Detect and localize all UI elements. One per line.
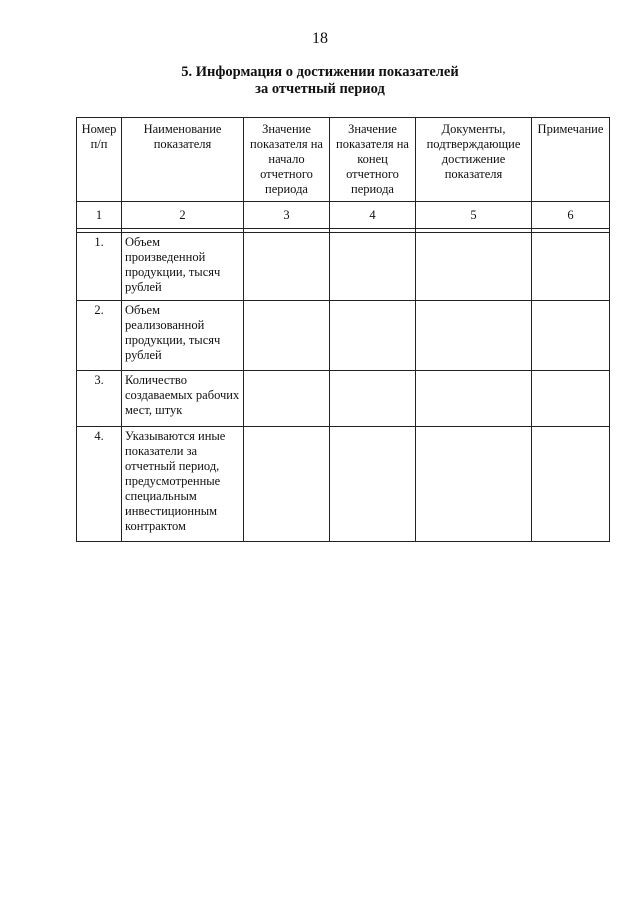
column-number: 6 <box>532 202 610 229</box>
section-title-line-2: за отчетный период <box>255 81 385 97</box>
note-cell <box>532 233 610 301</box>
indicator-name: Объем реализованной продукции, тысяч рублей <box>122 301 244 371</box>
column-number: 5 <box>416 202 532 229</box>
indicator-name: Количество создаваемых рабочих мест, штук <box>122 371 244 427</box>
header-note: Примечание <box>532 118 610 202</box>
note-cell <box>532 427 610 542</box>
column-number: 2 <box>122 202 244 229</box>
row-number: 2. <box>77 301 122 371</box>
note-cell <box>532 301 610 371</box>
table-row <box>77 371 610 427</box>
value-end-cell <box>330 233 416 301</box>
header-value-start: Значение показателя на начало отчетного периода <box>244 118 330 202</box>
value-start-cell <box>244 233 330 301</box>
indicator-name: Объем произведенной продукции, тысяч рублей <box>122 233 244 301</box>
table-row <box>77 427 610 542</box>
row-number: 1. <box>77 233 122 301</box>
documents-cell <box>416 301 532 371</box>
header-documents: Документы, подтверждающие достижение показателя <box>416 118 532 202</box>
column-number: 1 <box>77 202 122 229</box>
value-end-cell <box>330 371 416 427</box>
page-number: 18 <box>312 30 328 47</box>
value-end-cell <box>330 301 416 371</box>
column-number: 4 <box>330 202 416 229</box>
indicators-table <box>76 117 610 542</box>
value-start-cell <box>244 371 330 427</box>
row-number: 3. <box>77 371 122 427</box>
row-number: 4. <box>77 427 122 542</box>
table-row <box>77 233 610 301</box>
value-start-cell <box>244 427 330 542</box>
column-number-row <box>77 202 610 229</box>
value-start-cell <box>244 301 330 371</box>
header-indicator-name: Наименование показателя <box>122 118 244 202</box>
documents-cell <box>416 233 532 301</box>
header-number: Номер п/п <box>77 118 122 202</box>
note-cell <box>532 371 610 427</box>
column-number: 3 <box>244 202 330 229</box>
documents-cell <box>416 371 532 427</box>
header-value-end: Значение показателя на конец отчетного периода <box>330 118 416 202</box>
indicator-name: Указываются иные показатели за отчетный период, предусмотренные специальным инвестиционным контрактом <box>122 427 244 542</box>
documents-cell <box>416 427 532 542</box>
table-row <box>77 301 610 371</box>
section-title <box>0 64 640 98</box>
section-title-line-1: 5. Информация о достижении показателей <box>181 64 459 80</box>
value-end-cell <box>330 427 416 542</box>
table-header-row <box>77 118 610 202</box>
